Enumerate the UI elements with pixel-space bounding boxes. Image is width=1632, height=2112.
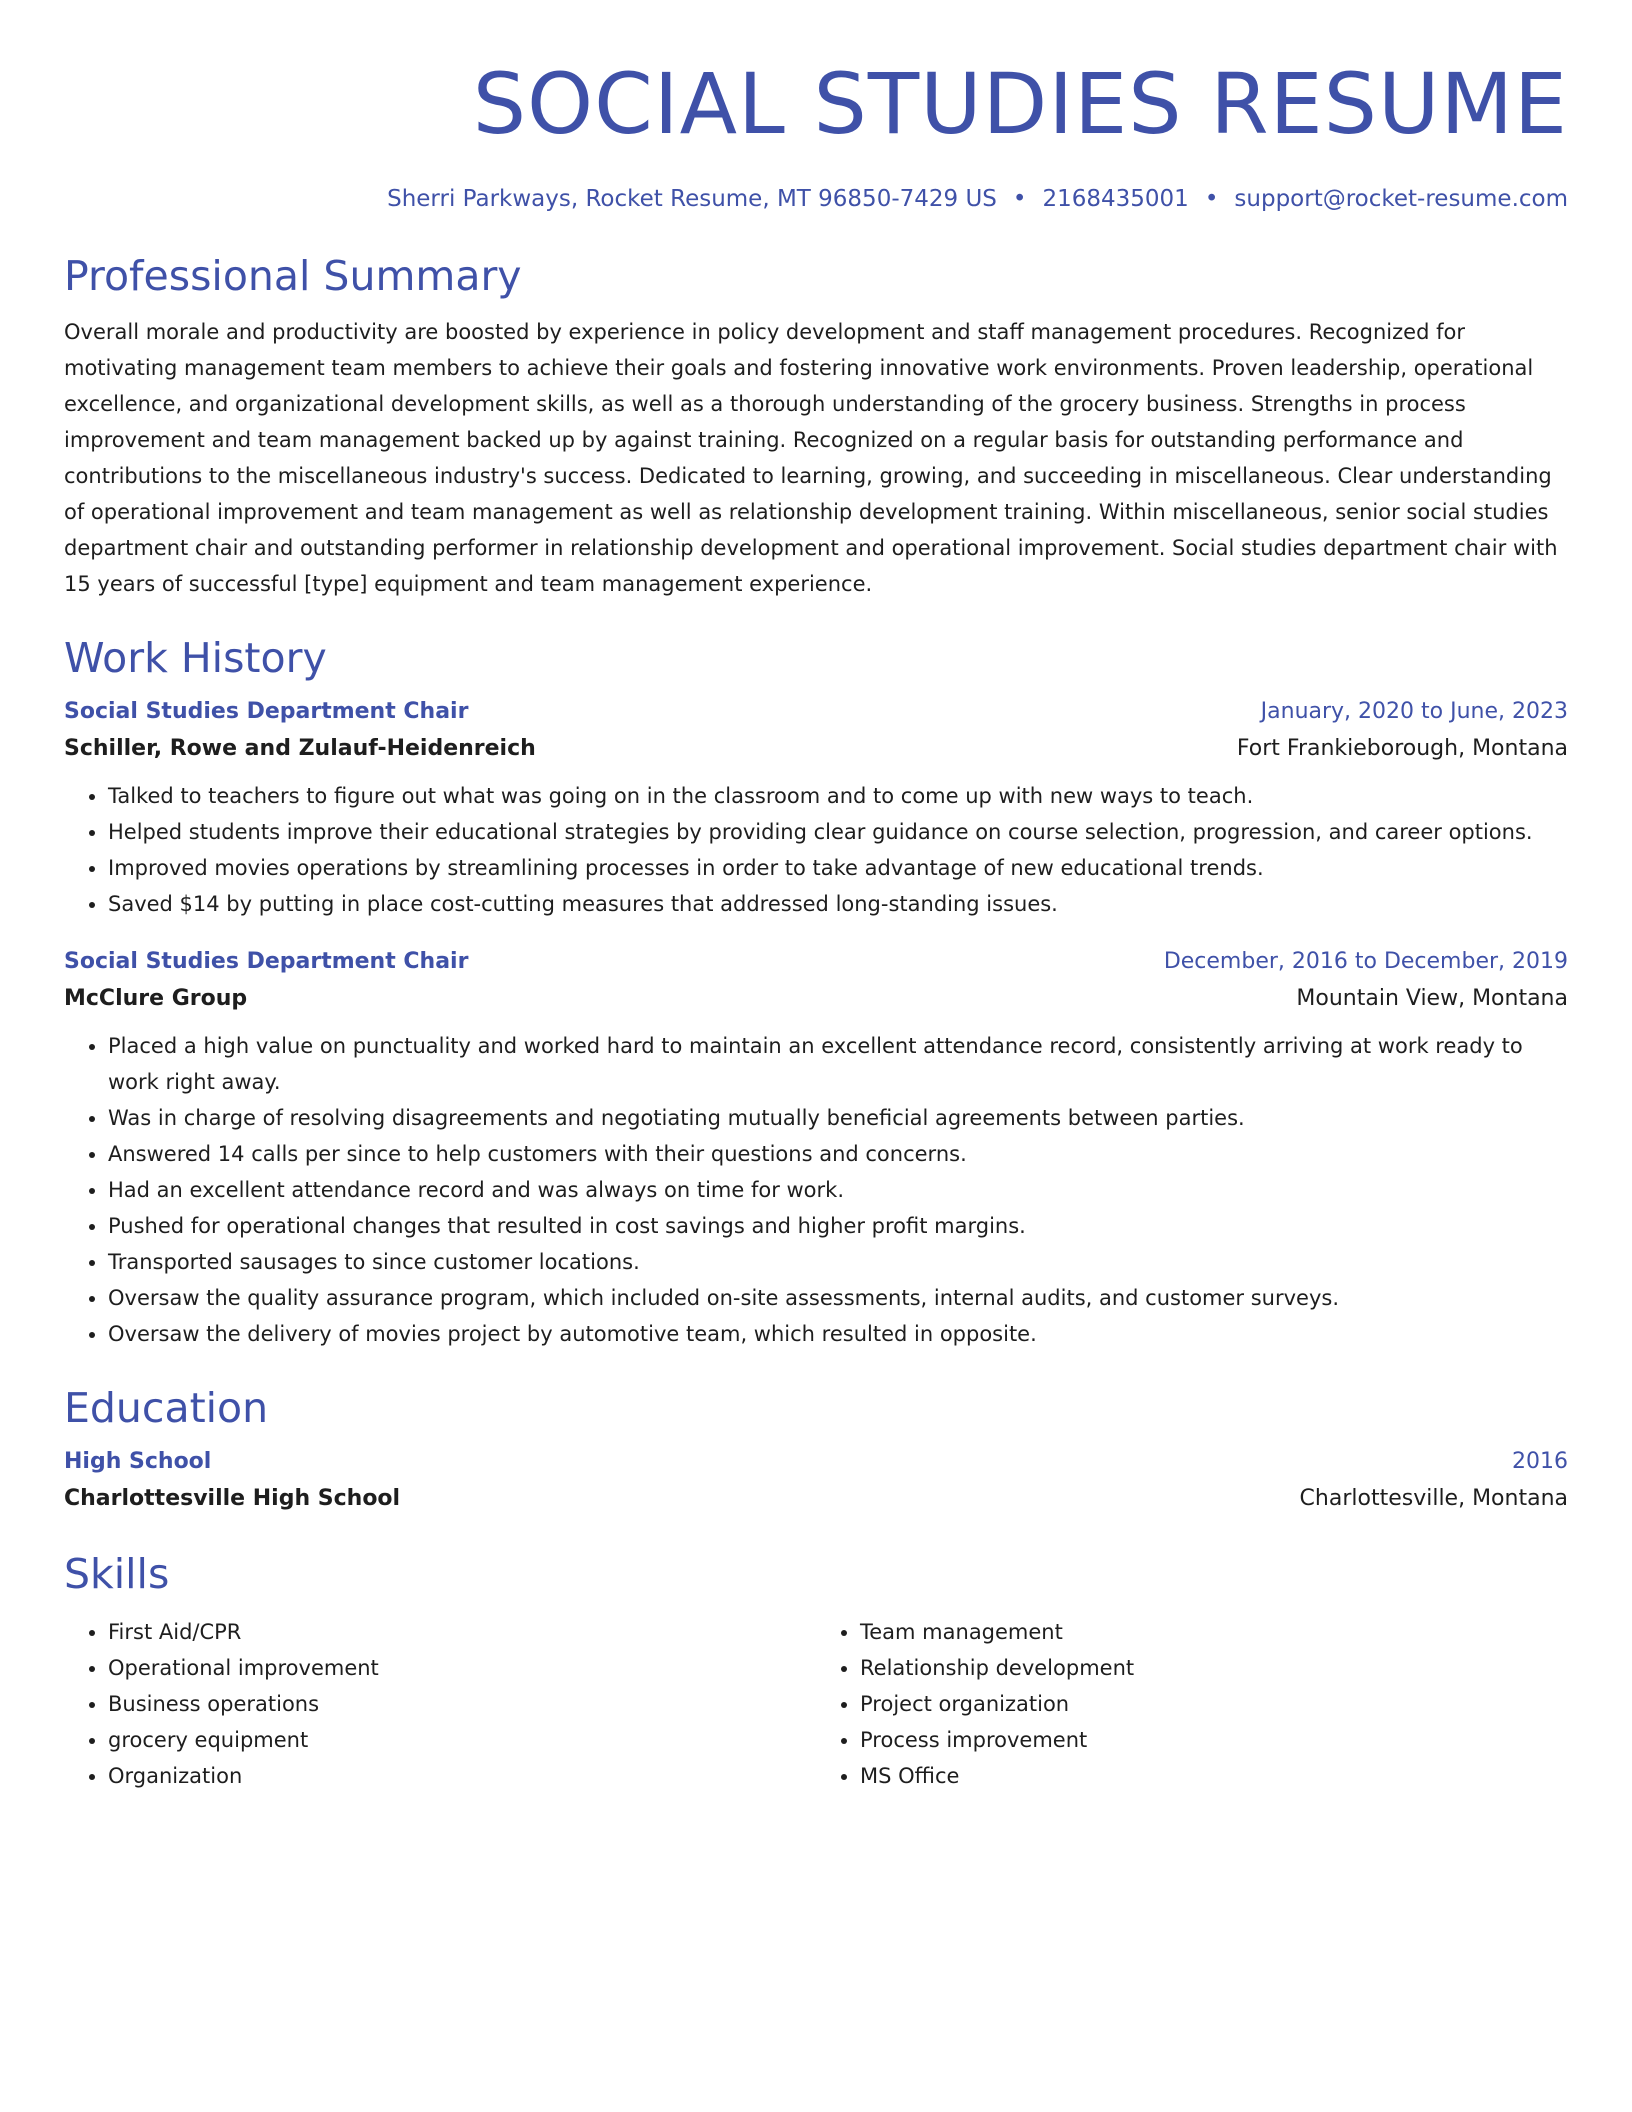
skill-item: • Team management — [860, 1614, 1568, 1650]
list-item: • Helped students improve their educational strategies by providing clear guidance on course selection, progression, and career options. — [108, 814, 1568, 850]
list-item: • Pushed for operational changes that resulted in cost savings and higher profit margins. — [108, 1208, 1568, 1244]
skills-heading: Skills — [64, 1550, 170, 1598]
skill-item: • Project organization — [860, 1686, 1568, 1722]
skill-item: • Organization — [108, 1758, 816, 1794]
education-year: 2016 — [1512, 1449, 1568, 1474]
skill-item: • Business operations — [108, 1686, 816, 1722]
skill-item: • MS Office — [860, 1758, 1568, 1794]
list-item: • Improved movies operations by streamlining processes in order to take advantage of new educational trends. — [108, 850, 1568, 886]
list-item: • Answered 14 calls per since to help customers with their questions and concerns. — [108, 1136, 1568, 1172]
contact-separator: • — [1204, 186, 1219, 212]
list-item: • Saved $14 by putting in place cost-cutting measures that addressed long-standing issues. — [108, 886, 1568, 922]
work-history-section — [64, 632, 1568, 1352]
list-item: • Placed a high value on punctuality and worked hard to maintain an excellent attendance record, consistently arriving at work ready to work right away. — [108, 1028, 1568, 1100]
contact-line — [64, 184, 1568, 214]
job-location: Mountain View, Montana — [1296, 986, 1568, 1011]
skills-list-left — [64, 1614, 816, 1794]
contact-address: Sherri Parkways, Rocket Resume, MT 96850-7429 US — [387, 186, 997, 212]
job-dates: January, 2020 to June, 2023 — [1260, 699, 1568, 724]
education-heading: Education — [64, 1384, 269, 1432]
job-dates: December, 2016 to December, 2019 — [1163, 949, 1568, 974]
skill-item: • Operational improvement — [108, 1650, 816, 1686]
education-school: Charlottesville High School — [64, 1486, 401, 1511]
education-entry — [64, 1446, 1568, 1516]
list-item: • Oversaw the quality assurance program, which included on-site assessments, internal audits, and customer surveys. — [108, 1280, 1568, 1316]
skill-item: • grocery equipment — [108, 1722, 816, 1758]
list-item: • Talked to teachers to figure out what was going on in the classroom and to come up with new ways to teach. — [108, 778, 1568, 814]
job-title: Social Studies Department Chair — [64, 949, 469, 974]
contact-email: support@rocket-resume.com — [1234, 186, 1568, 212]
work-history-heading: Work History — [64, 634, 327, 682]
list-item: • Had an excellent attendance record and was always on time for work. — [108, 1172, 1568, 1208]
skill-item: • Process improvement — [860, 1722, 1568, 1758]
list-item: • Was in charge of resolving disagreements and negotiating mutually beneficial agreements between parties. — [108, 1100, 1568, 1136]
contact-separator: • — [1012, 186, 1027, 212]
list-item: • Oversaw the delivery of movies project by automotive team, which resulted in opposite. — [108, 1316, 1568, 1352]
job-company: Schiller, Rowe and Zulauf-Heidenreich — [64, 736, 536, 761]
job-entry — [64, 946, 1568, 1352]
summary-text: Overall morale and productivity are boosted by experience in policy development and staff management procedures. Recognized for motivating management team members to achieve their goals and fostering innovative work environments. Proven leadership, operational excellence, and organizational development skills, as well as a thorough understanding of the grocery business. Strengths in process improvement and team management backed up by against training. Recognized on a regular basis for outstanding performance and contributions to the miscellaneous industry's success. Dedicated to learning, growing, and succeeding in miscellaneous. Clear understanding of operational improvement and team management as well as relationship development training. Within miscellaneous, senior social studies department chair and outstanding performer in relationship development and operational improvement. Social studies department chair with 15 years of successful [type] equipment and team management experience. — [64, 320, 1558, 596]
job-company: McClure Group — [64, 986, 248, 1011]
list-item: • Transported sausages to since customer locations. — [108, 1244, 1568, 1280]
skills-columns — [64, 1614, 1568, 1794]
resume-title: SOCIAL STUDIES RESUME — [472, 55, 1568, 153]
job-entry — [64, 696, 1568, 922]
skills-list-right — [816, 1614, 1568, 1794]
job-title: Social Studies Department Chair — [64, 699, 469, 724]
job-location: Fort Frankieborough, Montana — [1236, 736, 1568, 761]
contact-phone: 2168435001 — [1042, 186, 1189, 212]
skills-section — [64, 1548, 1568, 1794]
summary-heading: Professional Summary — [64, 252, 522, 300]
skill-item: • First Aid/CPR — [108, 1614, 816, 1650]
skill-item: • Relationship development — [860, 1650, 1568, 1686]
education-degree: High School — [64, 1449, 212, 1474]
education-section — [64, 1382, 1568, 1516]
job-bullets — [64, 1028, 1568, 1352]
summary-section — [64, 250, 1568, 602]
job-bullets — [64, 778, 1568, 922]
education-location: Charlottesville, Montana — [1299, 1486, 1568, 1511]
